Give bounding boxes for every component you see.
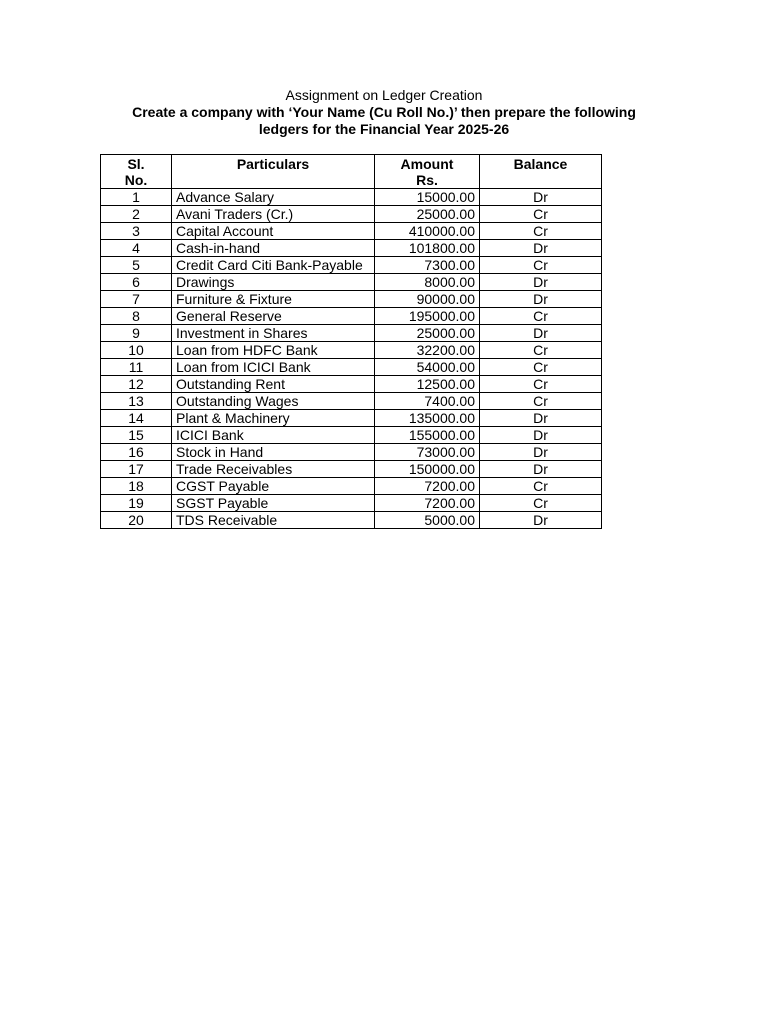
cell-particulars: TDS Receivable — [172, 512, 375, 529]
cell-particulars: Loan from ICICI Bank — [172, 359, 375, 376]
cell-amount: 410000.00 — [375, 223, 480, 240]
cell-amount: 7200.00 — [375, 495, 480, 512]
cell-balance: Cr — [480, 257, 602, 274]
cell-amount: 12500.00 — [375, 376, 480, 393]
cell-balance: Dr — [480, 512, 602, 529]
table-row — [101, 274, 602, 291]
table-row — [101, 410, 602, 427]
cell-particulars: Drawings — [172, 274, 375, 291]
cell-particulars: SGST Payable — [172, 495, 375, 512]
cell-amount: 155000.00 — [375, 427, 480, 444]
cell-particulars: General Reserve — [172, 308, 375, 325]
cell-balance: Dr — [480, 427, 602, 444]
cell-particulars: Cash-in-hand — [172, 240, 375, 257]
cell-sl-no: 7 — [101, 291, 172, 308]
cell-particulars: Outstanding Rent — [172, 376, 375, 393]
cell-sl-no: 8 — [101, 308, 172, 325]
table-row — [101, 376, 602, 393]
cell-sl-no: 17 — [101, 461, 172, 478]
cell-balance: Dr — [480, 240, 602, 257]
table-row — [101, 291, 602, 308]
header-amount: Amount Rs. — [375, 155, 480, 189]
cell-particulars: Capital Account — [172, 223, 375, 240]
cell-amount: 5000.00 — [375, 512, 480, 529]
cell-sl-no: 15 — [101, 427, 172, 444]
table-row — [101, 308, 602, 325]
cell-particulars: Investment in Shares — [172, 325, 375, 342]
cell-amount: 8000.00 — [375, 274, 480, 291]
cell-balance: Dr — [480, 189, 602, 206]
cell-sl-no: 13 — [101, 393, 172, 410]
cell-particulars: Avani Traders (Cr.) — [172, 206, 375, 223]
table-row — [101, 478, 602, 495]
cell-sl-no: 14 — [101, 410, 172, 427]
table-row — [101, 257, 602, 274]
table-row — [101, 240, 602, 257]
cell-sl-no: 18 — [101, 478, 172, 495]
cell-particulars: CGST Payable — [172, 478, 375, 495]
cell-balance: Dr — [480, 410, 602, 427]
document-heading — [0, 87, 768, 138]
table-row — [101, 444, 602, 461]
cell-balance: Cr — [480, 393, 602, 410]
cell-particulars: Stock in Hand — [172, 444, 375, 461]
table-row — [101, 206, 602, 223]
cell-amount: 7400.00 — [375, 393, 480, 410]
cell-particulars: Plant & Machinery — [172, 410, 375, 427]
cell-sl-no: 2 — [101, 206, 172, 223]
table-row — [101, 512, 602, 529]
cell-amount: 90000.00 — [375, 291, 480, 308]
assignment-instruction-continued: ledgers for the Financial Year 2025-26 — [258, 121, 510, 137]
header-particulars: Particulars — [172, 155, 375, 189]
cell-sl-no: 11 — [101, 359, 172, 376]
cell-balance: Cr — [480, 206, 602, 223]
cell-balance: Cr — [480, 342, 602, 359]
cell-amount: 54000.00 — [375, 359, 480, 376]
cell-sl-no: 16 — [101, 444, 172, 461]
ledger-table-body — [101, 189, 602, 529]
cell-balance: Cr — [480, 223, 602, 240]
cell-amount: 25000.00 — [375, 206, 480, 223]
table-row — [101, 495, 602, 512]
cell-amount: 73000.00 — [375, 444, 480, 461]
cell-balance: Cr — [480, 478, 602, 495]
cell-balance: Cr — [480, 376, 602, 393]
table-row — [101, 393, 602, 410]
cell-particulars: Loan from HDFC Bank — [172, 342, 375, 359]
cell-amount: 101800.00 — [375, 240, 480, 257]
cell-amount: 25000.00 — [375, 325, 480, 342]
table-row — [101, 342, 602, 359]
cell-amount: 135000.00 — [375, 410, 480, 427]
assignment-title: Assignment on Ledger Creation — [285, 87, 483, 103]
cell-particulars: Outstanding Wages — [172, 393, 375, 410]
cell-balance: Dr — [480, 274, 602, 291]
cell-balance: Cr — [480, 308, 602, 325]
cell-balance: Dr — [480, 325, 602, 342]
ledger-table — [100, 154, 602, 529]
cell-sl-no: 4 — [101, 240, 172, 257]
cell-amount: 32200.00 — [375, 342, 480, 359]
header-sl-no: Sl. No. — [101, 155, 172, 189]
assignment-instruction: Create a company with ‘Your Name (Cu Roll No.)’ then prepare the following — [132, 104, 636, 120]
cell-balance: Dr — [480, 444, 602, 461]
cell-sl-no: 19 — [101, 495, 172, 512]
cell-amount: 150000.00 — [375, 461, 480, 478]
cell-sl-no: 20 — [101, 512, 172, 529]
cell-sl-no: 10 — [101, 342, 172, 359]
cell-particulars: Trade Receivables — [172, 461, 375, 478]
table-row — [101, 189, 602, 206]
table-header-row — [101, 155, 602, 189]
cell-balance: Cr — [480, 495, 602, 512]
cell-sl-no: 3 — [101, 223, 172, 240]
cell-balance: Dr — [480, 291, 602, 308]
cell-amount: 195000.00 — [375, 308, 480, 325]
cell-balance: Dr — [480, 461, 602, 478]
table-row — [101, 461, 602, 478]
table-row — [101, 427, 602, 444]
table-row — [101, 359, 602, 376]
cell-amount: 15000.00 — [375, 189, 480, 206]
header-balance: Balance — [480, 155, 602, 189]
cell-particulars: Advance Salary — [172, 189, 375, 206]
cell-particulars: ICICI Bank — [172, 427, 375, 444]
cell-balance: Cr — [480, 359, 602, 376]
cell-amount: 7300.00 — [375, 257, 480, 274]
table-row — [101, 325, 602, 342]
cell-sl-no: 6 — [101, 274, 172, 291]
cell-sl-no: 9 — [101, 325, 172, 342]
cell-sl-no: 5 — [101, 257, 172, 274]
cell-particulars: Credit Card Citi Bank-Payable — [172, 257, 375, 274]
table-row — [101, 223, 602, 240]
cell-amount: 7200.00 — [375, 478, 480, 495]
cell-sl-no: 1 — [101, 189, 172, 206]
cell-particulars: Furniture & Fixture — [172, 291, 375, 308]
cell-sl-no: 12 — [101, 376, 172, 393]
